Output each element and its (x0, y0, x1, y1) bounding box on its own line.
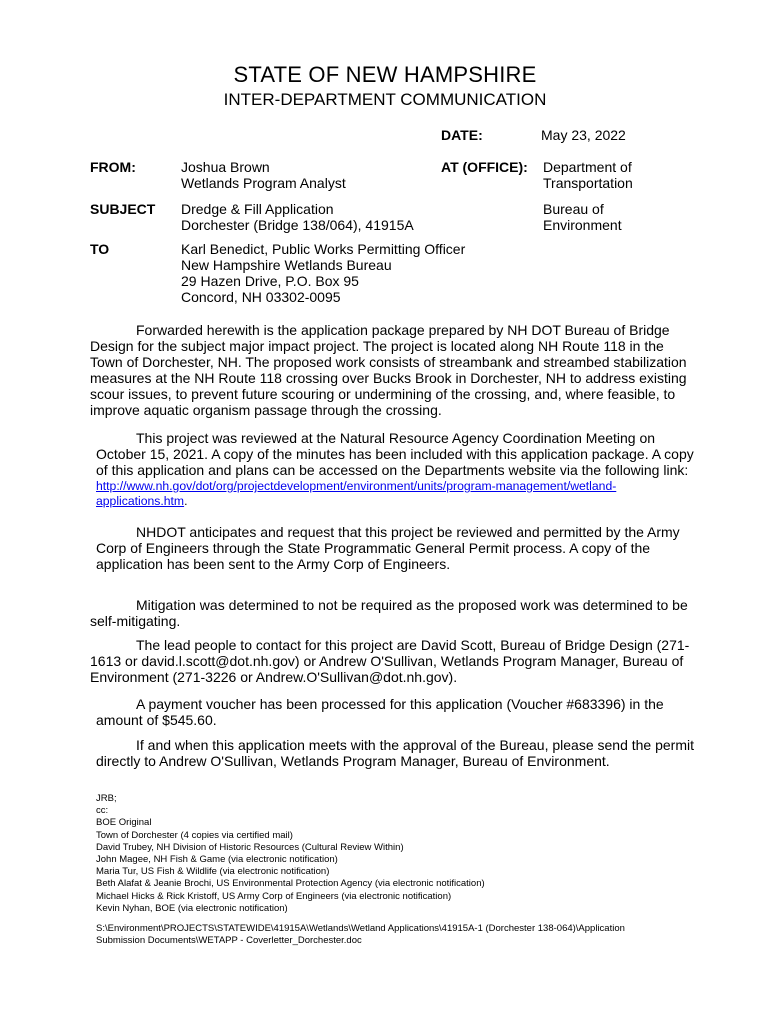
paragraph-voucher: A payment voucher has been processed for this application (Voucher #683396) in the amount of $545.60. (96, 696, 664, 728)
cc-list: JRB; cc: BOE Original Town of Dorchester (4 copies via certified mail) David Trubey, NH Division of Historic Resources (Cultural Review Within) John Magee, NH Fish & Game (via electronic notification) Maria Tur, US Fish & Wildlife (via electronic notification) Beth Alafat & Jeanie Brochi, US Environmental Protection Agency (via electronic notification) Michael Hicks & Rick Kristoff, US Army Corp of Engineers (via electronic notification) Kevin Nyhan, BOE (via electronic notification) (96, 793, 485, 914)
date-label: DATE: (441, 127, 483, 143)
office-label: AT (OFFICE): (441, 159, 528, 175)
page-title: STATE OF NEW HAMPSHIRE (233, 62, 537, 87)
from-value: Joshua Brown Wetlands Program Analyst (181, 159, 346, 191)
paragraph-anticipates: NHDOT anticipates and request that this project be reviewed and permitted by the Army Corp of Engineers through the State Programmatic General Permit process. A copy of the application has been sent to the Army Corp of Engineers. (96, 524, 680, 572)
from-label: FROM: (90, 159, 136, 175)
paragraph-contacts: The lead people to contact for this project are David Scott, Bureau of Bridge Design (271- 1613 or david.l.scott@dot.nh.gov) or Andrew O'Sullivan, Wetlands Program Manager, Bureau of Environment (271-3226 or Andrew.O'Sullivan@dot.nh.gov). (90, 637, 690, 685)
paragraph-mitigation: Mitigation was determined to not be required as the proposed work was determined to be self-mitigating. (90, 597, 688, 629)
website-link-cont[interactable]: applications.htm (96, 494, 185, 508)
subject-value: Dredge & Fill Application Dorchester (Bridge 138/064), 41915A (181, 201, 414, 233)
to-value: Karl Benedict, Public Works Permitting Officer New Hampshire Wetlands Bureau 29 Hazen Drive, P.O. Box 95 Concord, NH 03302-0095 (181, 241, 466, 305)
subject-label: SUBJECT (90, 201, 156, 217)
office-value: Department of Transportation (543, 159, 633, 191)
website-link-block: http://www.nh.gov/dot/org/projectdevelopment/environment/units/program-management/wetland- applications.htm. (96, 479, 617, 508)
bureau-value: Bureau of Environment (543, 201, 622, 233)
date-value: May 23, 2022 (541, 127, 626, 143)
paragraph-forwarded: Forwarded herewith is the application package prepared by NH DOT Bureau of Bridge Design for the subject major impact project. The project is located along NH Route 118 in the Town of Dorchester, NH. The proposed work consists of streambank and streambed stabilization measures at the NH Route 118 crossing over Bucks Brook in Dorchester, NH to address existing scour issues, to prevent future scouring or undermining of the crossing, and, where feasible, to improve aquatic organism passage through the crossing. (90, 322, 687, 418)
page-subtitle: INTER-DEPARTMENT COMMUNICATION (223, 90, 547, 109)
website-link[interactable]: http://www.nh.gov/dot/org/projectdevelopment/environment/units/program-management/wetland- (96, 479, 617, 493)
paragraph-review: This project was reviewed at the Natural Resource Agency Coordination Meeting on October 15, 2021. A copy of the minutes has been included with this application package. A copy of this application and plans can be accessed on the Departments website via the following link: (96, 430, 694, 478)
file-path: S:\Environment\PROJECTS\STATEWIDE\41915A\Wetlands\Wetland Applications\41915A-1 (Dorchester 138-064)\Application Submission Documents\WETAPP - Coverletter_Dorchester.doc (96, 923, 625, 947)
paragraph-approval: If and when this application meets with the approval of the Bureau, please send the permit directly to Andrew O'Sullivan, Wetlands Program Manager, Bureau of Environment. (96, 737, 695, 769)
to-label: TO (90, 241, 110, 257)
